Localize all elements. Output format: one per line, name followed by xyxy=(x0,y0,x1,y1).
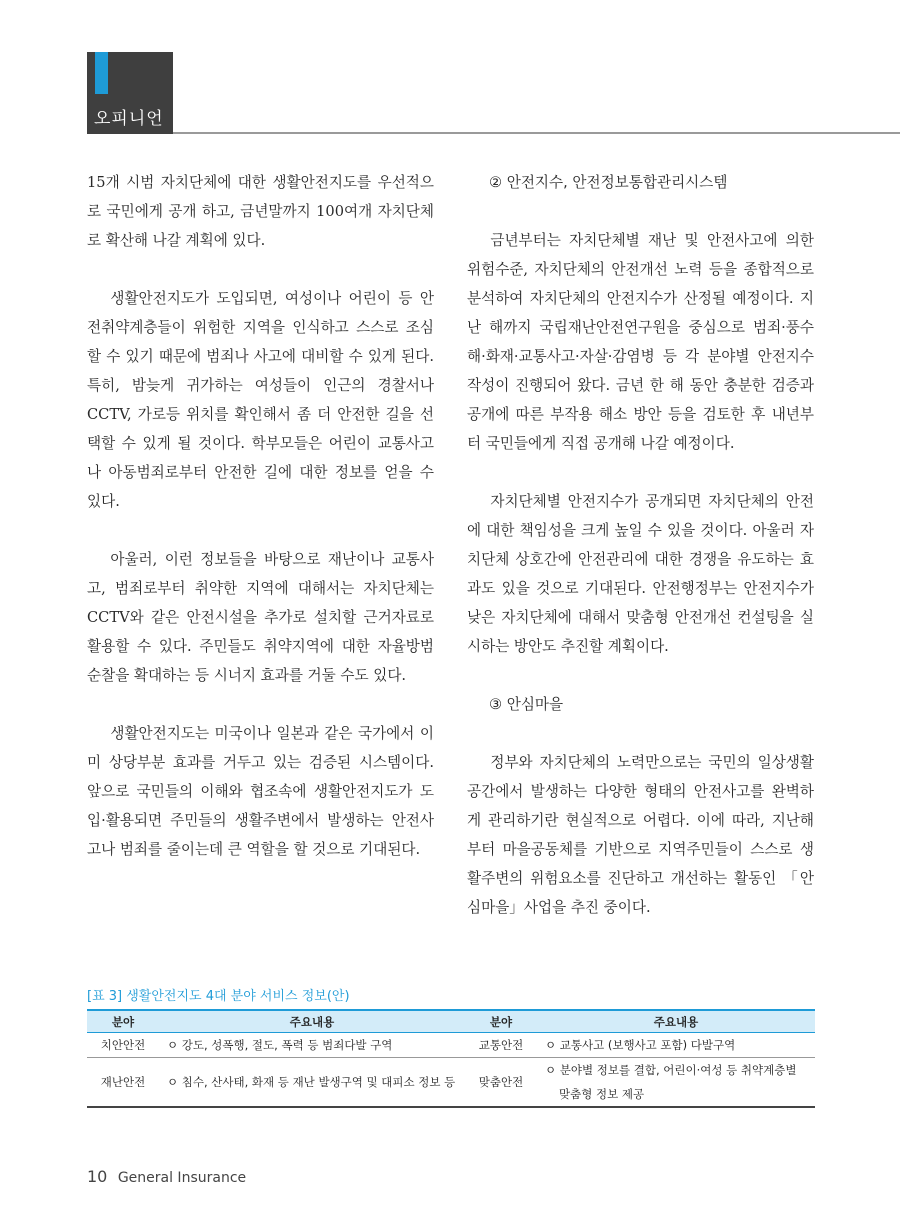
paragraph: 생활안전지도가 도입되면, 여성이나 어린이 등 안전취약계층들이 위험한 지역을 인식하고 스스로 조심할 수 있기 때문에 범죄나 사고에 대비할 수 있게 된다. 특히, 밤늦게 귀가하는 여성들이 인근의 경찰서나 CCTV, 가로등 위치를 확인해서 좀 더 안전한 길을 선택할 수 있게 될 것이다. 학부모들은 어린이 교통사고나 아동범죄로부터 안전한 길에 대한 정보를 얻을 수 있다. xyxy=(87,290,434,510)
category-cell: 교통안전 xyxy=(465,1033,537,1058)
page-number: 10 xyxy=(87,1167,108,1186)
section-heading-2: ② 안전지수, 안전정보통합관리시스템 xyxy=(489,174,728,191)
category-cell: 재난안전 xyxy=(100,1075,146,1089)
right-column xyxy=(467,168,814,951)
content-cell: ㅇ 침수, 산사태, 화재 등 재난 발생구역 및 대피소 정보 등 xyxy=(167,1075,456,1089)
content-cell: ㅇ 교통사고 (보행사고 포함) 다발구역 xyxy=(537,1033,815,1058)
category-cell: 맞춤안전 xyxy=(478,1075,524,1089)
header-cell: 분야 xyxy=(465,1010,537,1033)
section-heading-3: ③ 안심마을 xyxy=(489,696,564,713)
header-cell: 주요내용 xyxy=(537,1010,815,1033)
content-cell: ㅇ 강도, 성폭행, 절도, 폭력 등 범죄다발 구역 xyxy=(159,1033,465,1058)
service-info-table xyxy=(87,1009,815,1108)
paragraph: 아울러, 이런 정보들을 바탕으로 재난이나 교통사고, 범죄로부터 취약한 지역에 대해서는 자치단체는 CCTV와 같은 안전시설을 추가로 설치할 근거자료로 활용할 수 있다. 주민들도 취약지역에 대한 자율방범 순찰을 확대하는 등 시너지 효과를 거둘 수도 있다. xyxy=(87,551,434,684)
paragraph: 정부와 자치단체의 노력만으로는 국민의 일상생활 공간에서 발생하는 다양한 형태의 안전사고를 완벽하게 관리하기란 현실적으로 어렵다. 이에 따라, 지난해부터 마을공동체를 기반으로 지역주민들이 스스로 생활주변의 위험요소를 진단하고 개선하는 활동인 「안심마을」사업을 추진 중이다. xyxy=(467,754,814,916)
accent-bar xyxy=(95,52,108,94)
content-cell xyxy=(537,1058,815,1108)
section-label: 오피니언 xyxy=(94,109,164,129)
header-cell: 주요내용 xyxy=(159,1010,465,1033)
table-header-row xyxy=(87,1010,815,1033)
header-cell: 분야 xyxy=(87,1010,159,1033)
content-line: 맞춤형 정보 제공 xyxy=(559,1087,645,1101)
content-line: ㅇ 분야별 정보를 결합, 어린이·여성 등 취약계층별 xyxy=(545,1063,797,1077)
paragraph: 자치단체별 안전지수가 공개되면 자치단체의 안전에 대한 책임성을 크게 높일 수 있을 것이다. 아울러 자치단체 상호간에 안전관리에 대한 경쟁을 유도하는 효과도 있을 것으로 기대된다. 안전행정부는 안전지수가 낮은 자치단체에 대해서 맞춤형 안전개선 컨설팅을 실시하는 방안도 추진할 계획이다. xyxy=(467,493,814,655)
paragraph: 15개 시범 자치단체에 대한 생활안전지도를 우선적으로 국민에게 공개 하고, 금년말까지 100여개 자치단체로 확산해 나갈 계획에 있다. xyxy=(87,174,434,249)
table-row xyxy=(87,1033,815,1058)
section-tab xyxy=(87,52,173,134)
paragraph: 금년부터는 자치단체별 재난 및 안전사고에 의한 위험수준, 자치단체의 안전개선 노력 등을 종합적으로 분석하여 자치단체의 안전지수가 산정될 예정이다. 지난 해까지 국립재난안전연구원을 중심으로 범죄·풍수해·화재·교통사고·자살·감염병 등 각 분야별 안전지수 작성이 진행되어 왔다. 금년 한 해 동안 충분한 검증과 공개에 따른 부작용 해소 방안 등을 검토한 후 내년부터 국민들에게 직접 공개해 나갈 예정이다. xyxy=(467,232,814,452)
category-cell: 치안안전 xyxy=(87,1033,159,1058)
left-column xyxy=(87,168,434,893)
table-title: [표 3] 생활안전지도 4대 분야 서비스 정보(안) xyxy=(87,989,350,1004)
publication-name: General Insurance xyxy=(117,1170,247,1186)
header-rule xyxy=(173,132,900,134)
paragraph: 생활안전지도는 미국이나 일본과 같은 국가에서 이미 상당부분 효과를 거두고 있는 검증된 시스템이다. 앞으로 국민들의 이해와 협조속에 생활안전지도가 도입·활용되면 주민들의 생활주변에서 발생하는 안전사고나 범죄를 줄이는데 큰 역할을 할 것으로 기대된다. xyxy=(87,725,434,858)
table-row xyxy=(87,1058,815,1108)
page-footer xyxy=(87,1167,246,1186)
